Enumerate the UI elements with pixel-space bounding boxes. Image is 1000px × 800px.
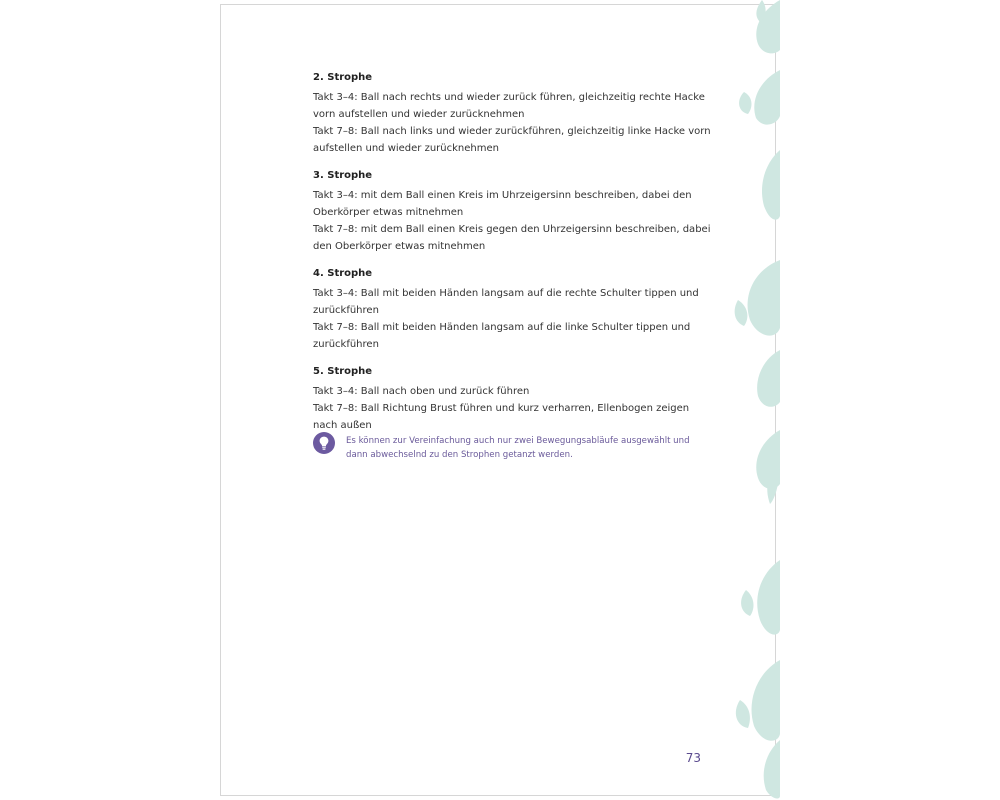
- stanza-line: Takt 7–8: Ball mit beiden Händen langsam auf die linke Schulter tippen und zurückführen: [313, 322, 691, 350]
- tip-text: Es können zur Vereinfachung auch nur zwei Bewegungsabläufe ausgewählt und dann abwechselnd zu den Strophen getanzt werden.: [346, 436, 690, 460]
- stanza-heading: 2. Strophe: [313, 72, 373, 83]
- page-number: 73: [685, 751, 701, 765]
- stanza-line: Takt 3–4: Ball nach oben und zurück führen: [313, 386, 530, 397]
- stanza-line: Takt 3–4: mit dem Ball einen Kreis im Uhrzeigersinn beschreiben, dabei den Oberkörper etwas mitnehmen: [313, 190, 692, 218]
- page-content: [313, 69, 713, 444]
- stanza-line: Takt 3–4: Ball nach rechts und wieder zurück führen, gleichzeitig rechte Hacke vorn aufstellen und wieder zurücknehmen: [313, 92, 705, 120]
- stanza-line: Takt 7–8: Ball Richtung Brust führen und kurz verharren, Ellenbogen zeigen nach außen: [313, 403, 690, 431]
- floral-ornament-decoration: [732, 0, 780, 800]
- document-page: [220, 4, 776, 796]
- stanza-5: [313, 363, 713, 434]
- stanza-line: Takt 7–8: Ball nach links und wieder zurückführen, gleichzeitig linke Hacke vorn aufstellen und wieder zurücknehmen: [313, 126, 711, 154]
- lightbulb-icon: [313, 432, 335, 454]
- stanza-heading: 3. Strophe: [313, 170, 373, 181]
- stanza-heading: 5. Strophe: [313, 366, 373, 377]
- stanza-2: [313, 69, 713, 157]
- stanza-line: Takt 7–8: mit dem Ball einen Kreis gegen den Uhrzeigersinn beschreiben, dabei den Oberkörper etwas mitnehmen: [313, 224, 711, 252]
- stanza-4: [313, 265, 713, 353]
- stanza-heading: 4. Strophe: [313, 268, 373, 279]
- stanza-line: Takt 3–4: Ball mit beiden Händen langsam auf die rechte Schulter tippen und zurückführen: [313, 288, 699, 316]
- stanza-3: [313, 167, 713, 255]
